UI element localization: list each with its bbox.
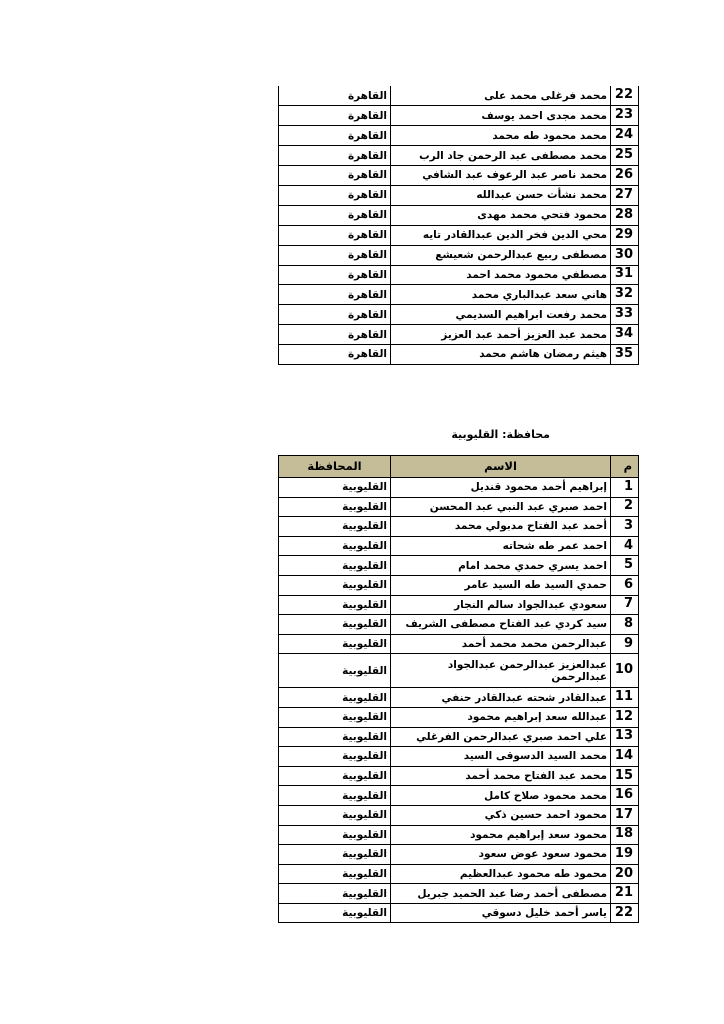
row-number: 1 <box>611 478 639 498</box>
governorate: القاهرة <box>279 146 391 166</box>
person-name: سيد كردي عبد الفتاح مصطفى الشريف <box>391 615 611 635</box>
table-row <box>279 707 639 727</box>
table-row <box>279 536 639 556</box>
row-number: 33 <box>611 305 639 325</box>
table-row <box>279 285 639 305</box>
person-name: محمد السيد الدسوقى السيد <box>391 747 611 767</box>
row-number: 19 <box>611 845 639 865</box>
table-row <box>279 805 639 825</box>
person-name: محمد ناصر عبد الرعوف عبد الشافي <box>391 166 611 186</box>
row-number: 15 <box>611 766 639 786</box>
table-row <box>279 245 639 265</box>
governorate: القليوبية <box>279 595 391 615</box>
person-name: إبراهيم أحمد محمود قنديل <box>391 478 611 498</box>
table-row <box>279 884 639 904</box>
person-name: محمود سعود عوض سعود <box>391 845 611 865</box>
governorate: القليوبية <box>279 747 391 767</box>
table-row <box>279 786 639 806</box>
row-number: 34 <box>611 325 639 345</box>
qalyubia-names-table <box>278 455 639 923</box>
section-heading: محافظة: القليوبية <box>451 428 550 441</box>
table-row <box>279 766 639 786</box>
table-row <box>279 845 639 865</box>
person-name: مصطفي محمود محمد احمد <box>391 265 611 285</box>
person-name: علي احمد صبري عبدالرحمن الفرغلي <box>391 727 611 747</box>
row-number: 16 <box>611 786 639 806</box>
governorate: القليوبية <box>279 845 391 865</box>
table-row <box>279 86 639 106</box>
table-row <box>279 205 639 225</box>
governorate: القاهرة <box>279 86 391 106</box>
person-name: عبدالعزيز عبدالرحمن عبدالجواد عبدالرحمن <box>391 654 611 688</box>
table-row <box>279 864 639 884</box>
row-number: 27 <box>611 185 639 205</box>
table-row <box>279 615 639 635</box>
row-number: 28 <box>611 205 639 225</box>
row-number: 18 <box>611 825 639 845</box>
row-number: 8 <box>611 615 639 635</box>
row-number: 32 <box>611 285 639 305</box>
table-row <box>279 185 639 205</box>
row-number: 22 <box>611 903 639 923</box>
governorate: القاهرة <box>279 225 391 245</box>
person-name: عبدالقادر شحته عبدالقادر حنفي <box>391 688 611 708</box>
row-number: 21 <box>611 884 639 904</box>
person-name: محمد نشأت حسن عبدالله <box>391 185 611 205</box>
table-row <box>279 517 639 537</box>
row-number: 20 <box>611 864 639 884</box>
person-name: احمد عمر طه شحاته <box>391 536 611 556</box>
column-header-number: م <box>611 456 639 478</box>
row-number: 35 <box>611 345 639 365</box>
table-row <box>279 556 639 576</box>
table-row <box>279 825 639 845</box>
table-row <box>279 595 639 615</box>
governorate: القاهرة <box>279 205 391 225</box>
governorate: القليوبية <box>279 903 391 923</box>
row-number: 12 <box>611 707 639 727</box>
table-row <box>279 146 639 166</box>
table-row <box>279 225 639 245</box>
row-number: 17 <box>611 805 639 825</box>
row-number: 10 <box>611 654 639 688</box>
row-number: 9 <box>611 634 639 654</box>
person-name: عبدالرحمن محمد محمد أحمد <box>391 634 611 654</box>
governorate: القاهرة <box>279 345 391 365</box>
governorate: القاهرة <box>279 305 391 325</box>
person-name: محمد عبد الفتاح محمد أحمد <box>391 766 611 786</box>
person-name: محمد محمود صلاح كامل <box>391 786 611 806</box>
governorate: القاهرة <box>279 245 391 265</box>
row-number: 22 <box>611 86 639 106</box>
person-name: أحمد عبد الفتاح مدبولي محمد <box>391 517 611 537</box>
governorate: القليوبية <box>279 634 391 654</box>
governorate: القاهرة <box>279 126 391 146</box>
table-row <box>279 688 639 708</box>
table-row <box>279 497 639 517</box>
table-row <box>279 106 639 126</box>
column-header-governorate: المحافظة <box>279 456 391 478</box>
row-number: 5 <box>611 556 639 576</box>
row-number: 25 <box>611 146 639 166</box>
person-name: محمد عبد العزيز أحمد عبد العزيز <box>391 325 611 345</box>
qalyubia-names-table-body <box>279 478 639 923</box>
row-number: 7 <box>611 595 639 615</box>
person-name: محمد محمود طه محمد <box>391 126 611 146</box>
person-name: محمود طه محمود عبدالعظيم <box>391 864 611 884</box>
governorate: القليوبية <box>279 654 391 688</box>
governorate: القاهرة <box>279 325 391 345</box>
governorate: القليوبية <box>279 825 391 845</box>
person-name: محمود فتحي محمد مهدى <box>391 205 611 225</box>
row-number: 3 <box>611 517 639 537</box>
person-name: احمد يسري حمدي محمد امام <box>391 556 611 576</box>
governorate: القليوبية <box>279 517 391 537</box>
table-row <box>279 903 639 923</box>
person-name: هاني سعد عبدالباري محمد <box>391 285 611 305</box>
row-number: 23 <box>611 106 639 126</box>
person-name: محمد رفعت ابراهيم السديمي <box>391 305 611 325</box>
table-header-row <box>279 456 639 478</box>
table-row <box>279 727 639 747</box>
row-number: 4 <box>611 536 639 556</box>
person-name: حمدي السيد طه السيد عامر <box>391 575 611 595</box>
table-row <box>279 265 639 285</box>
table-row <box>279 654 639 688</box>
governorate: القاهرة <box>279 185 391 205</box>
person-name: سعودي عبدالجواد سالم النجار <box>391 595 611 615</box>
person-name: عبدالله سعد إبراهيم محمود <box>391 707 611 727</box>
person-name: محمود سعد إبراهيم محمود <box>391 825 611 845</box>
governorate: القليوبية <box>279 688 391 708</box>
column-header-name: الاسم <box>391 456 611 478</box>
row-number: 13 <box>611 727 639 747</box>
person-name: محي الدين فخر الدين عبدالقادر تايه <box>391 225 611 245</box>
table-row <box>279 575 639 595</box>
person-name: احمد صبري عبد النبي عبد المحسن <box>391 497 611 517</box>
row-number: 24 <box>611 126 639 146</box>
person-name: هيثم رمضان هاشم محمد <box>391 345 611 365</box>
governorate: القليوبية <box>279 556 391 576</box>
governorate: القليوبية <box>279 478 391 498</box>
governorate: القليوبية <box>279 805 391 825</box>
governorate: القليوبية <box>279 536 391 556</box>
governorate: القليوبية <box>279 884 391 904</box>
row-number: 30 <box>611 245 639 265</box>
table-row <box>279 345 639 365</box>
row-number: 11 <box>611 688 639 708</box>
governorate: القليوبية <box>279 707 391 727</box>
table-row <box>279 126 639 146</box>
governorate: القليوبية <box>279 727 391 747</box>
row-number: 14 <box>611 747 639 767</box>
governorate: القليوبية <box>279 786 391 806</box>
governorate: القليوبية <box>279 615 391 635</box>
table-row <box>279 305 639 325</box>
cairo-names-table <box>278 86 639 365</box>
table-row <box>279 325 639 345</box>
governorate: القليوبية <box>279 497 391 517</box>
row-number: 29 <box>611 225 639 245</box>
row-number: 31 <box>611 265 639 285</box>
governorate: القاهرة <box>279 265 391 285</box>
row-number: 6 <box>611 575 639 595</box>
person-name: ياسر أحمد خليل دسوقي <box>391 903 611 923</box>
person-name: مصطفى ربيع عبدالرحمن شعيشع <box>391 245 611 265</box>
governorate: القليوبية <box>279 575 391 595</box>
governorate: القاهرة <box>279 106 391 126</box>
person-name: مصطفى أحمد رضا عبد الحميد جبريل <box>391 884 611 904</box>
table-row <box>279 747 639 767</box>
governorate: القاهرة <box>279 166 391 186</box>
table-row <box>279 478 639 498</box>
person-name: محمد فرغلى محمد على <box>391 86 611 106</box>
person-name: محمود احمد حسين ذكي <box>391 805 611 825</box>
governorate: القليوبية <box>279 766 391 786</box>
row-number: 2 <box>611 497 639 517</box>
governorate: القليوبية <box>279 864 391 884</box>
person-name: محمد مصطفى عبد الرحمن جاد الرب <box>391 146 611 166</box>
person-name: محمد مجدى احمد يوسف <box>391 106 611 126</box>
table-row <box>279 634 639 654</box>
cairo-names-table-body <box>279 86 639 364</box>
governorate: القاهرة <box>279 285 391 305</box>
table-row <box>279 166 639 186</box>
row-number: 26 <box>611 166 639 186</box>
